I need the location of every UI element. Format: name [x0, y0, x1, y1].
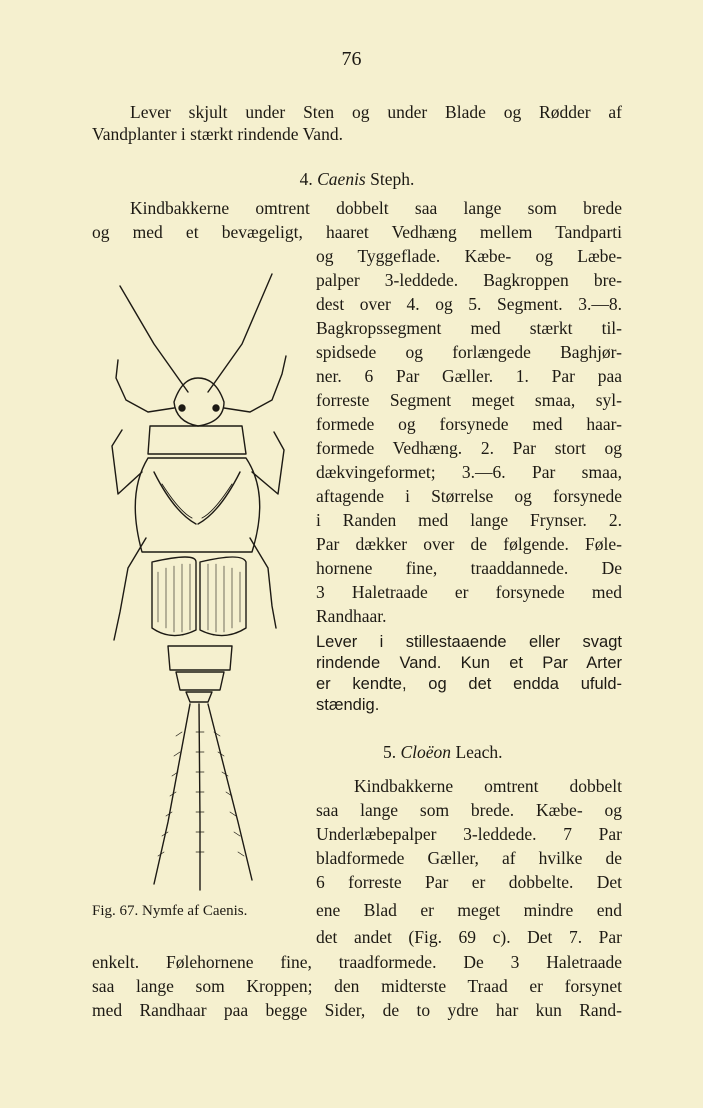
- cloeon-col-line: det andet (Fig. 69 c). Det 7. Par: [316, 927, 622, 947]
- section-4-genus: Caenis: [317, 169, 366, 189]
- caenis-col-line: Par dækker over de følgende. Føle-: [316, 534, 622, 554]
- caenis-col-line: formede Vedhæng. 2. Par stort og: [316, 438, 622, 458]
- intro-line-2: Vandplanter i stærkt rindende Vand.: [92, 124, 343, 144]
- right-eye: [213, 405, 219, 411]
- left-antenna: [120, 286, 188, 392]
- wing-pads: [154, 472, 240, 524]
- abdomen-segment-9: [176, 672, 224, 690]
- caenis-col-line: dest over 4. og 5. Segment. 3.—8.: [316, 294, 622, 314]
- left-front-leg: [116, 360, 174, 412]
- caenis-col-line: Randhaar.: [316, 606, 387, 626]
- caenis-col-line: i Randen med lange Frynser. 2.: [316, 510, 622, 530]
- caenis-col-line: ner. 6 Par Gæller. 1. Par paa: [316, 366, 622, 386]
- wing-veins: [162, 484, 232, 518]
- caenis-col-line: dækvingeformet; 3.—6. Par smaa,: [316, 462, 622, 482]
- caenis-habitat-line: Lever i stillestaaende eller svagt: [316, 633, 622, 651]
- caenis-habitat-line: er kendte, og det endda ufuld-: [316, 675, 622, 693]
- right-front-leg: [224, 356, 286, 412]
- section-5-number: 5.: [383, 742, 397, 762]
- caenis-col-line: aftagende i Størrelse og forsynede: [316, 486, 622, 506]
- left-hind-leg: [114, 538, 146, 640]
- cloeon-col-line: ene Blad er meget mindre end: [316, 900, 622, 920]
- abdomen-segment-8: [168, 646, 232, 670]
- caenis-habitat-line: stændig.: [316, 696, 380, 714]
- caenis-line-1: Kindbakkerne omtrent dobbelt saa lange som brede: [130, 198, 622, 218]
- section-5-heading: [383, 740, 503, 764]
- section-5-author: Leach.: [455, 742, 503, 762]
- caenis-col-line: og Tyggeflade. Kæbe- og Læbe-: [316, 246, 622, 266]
- right-antenna: [208, 274, 272, 392]
- caenis-col-line: formede og forsynede med haar-: [316, 414, 622, 434]
- caenis-col-line: 3 Haletraade er forsynede med: [316, 582, 622, 602]
- caenis-habitat-line: rindende Vand. Kun et Par Arter: [316, 654, 622, 672]
- left-eye: [179, 405, 185, 411]
- cloeon-line: enkelt. Følehornene fine, traadformede. De 3 Haletraade: [92, 952, 622, 972]
- caenis-col-line: Bagkropssegment med stærkt til-: [316, 318, 622, 338]
- abdomen-segment-10: [186, 692, 212, 702]
- caenis-col-line: spidsede og forlængede Baghjør-: [316, 342, 622, 362]
- section-4-author: Steph.: [370, 169, 415, 189]
- cloeon-col-line: saa lange som brede. Kæbe- og: [316, 800, 622, 820]
- section-5-genus: Cloëon: [400, 742, 452, 762]
- cloeon-line: saa lange som Kroppen; den midterste Traad er forsynet: [92, 976, 622, 996]
- caenis-col-line: hornene fine, traaddannede. De: [316, 558, 622, 578]
- cloeon-col-line: Underlæbepalper 3-leddede. 7 Par: [316, 824, 622, 844]
- caenis-line-2: og med et bevægeligt, haaret Vedhæng mellem Tandparti: [92, 222, 622, 242]
- gill-cover-texture: [158, 564, 240, 632]
- cloeon-col-line: Kindbakkerne omtrent dobbelt: [354, 776, 622, 796]
- cloeon-line: med Randhaar paa begge Sider, de to ydre har kun Rand-: [92, 1000, 622, 1020]
- figure-caption: Fig. 67. Nymfe af Caenis.: [92, 903, 248, 919]
- head: [174, 378, 224, 426]
- cloeon-col-line: 6 forreste Par er dobbelte. Det: [316, 872, 622, 892]
- caenis-nymph-illustration: [92, 262, 304, 902]
- right-gill-cover: [200, 557, 246, 636]
- caenis-col-line: forreste Segment meget smaa, syl-: [316, 390, 622, 410]
- pronotum: [148, 426, 246, 454]
- cloeon-col-line: bladformede Gæller, af hvilke de: [316, 848, 622, 868]
- section-4-heading: [92, 167, 622, 191]
- intro-line-1: Lever skjult under Sten og under Blade og Rødder af: [130, 102, 622, 122]
- caenis-col-line: palper 3-leddede. Bagkroppen bre-: [316, 270, 622, 290]
- page-number: 76: [341, 48, 362, 70]
- left-tail-filament: [154, 704, 190, 884]
- right-hind-leg: [250, 538, 276, 628]
- right-tail-filament: [208, 704, 252, 880]
- section-4-number: 4.: [299, 169, 313, 189]
